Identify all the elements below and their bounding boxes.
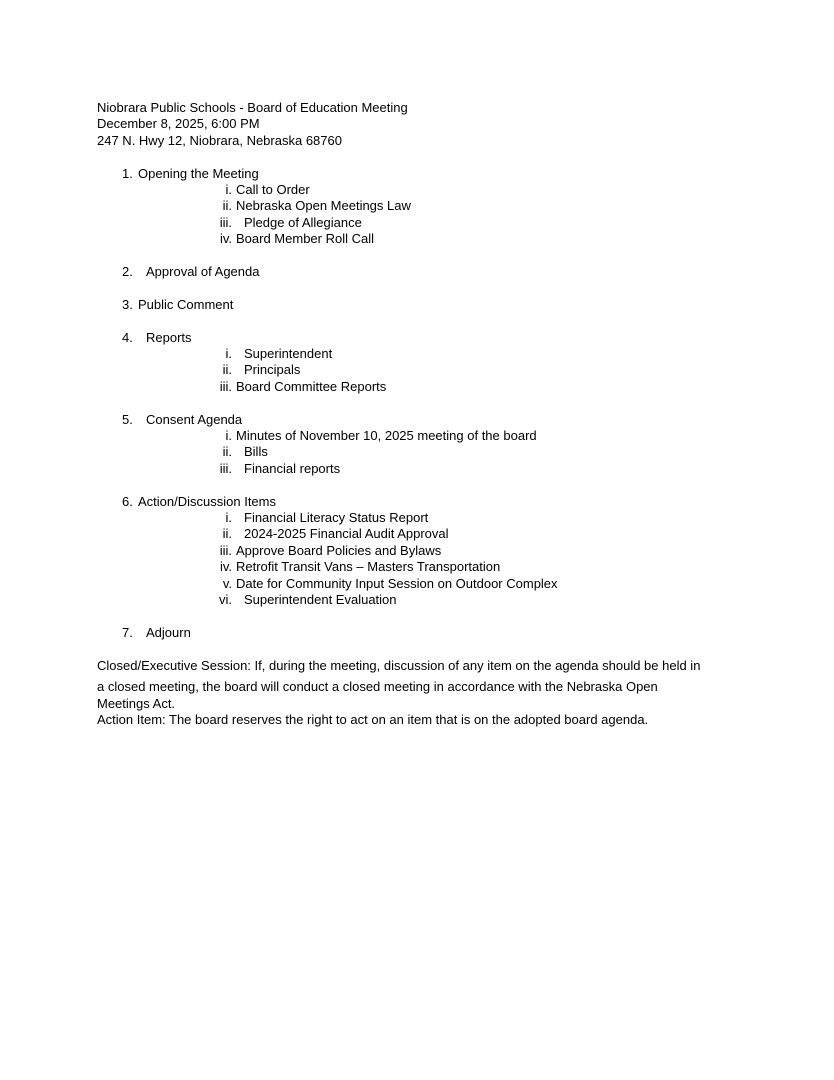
agenda-subitem-text: Superintendent Evaluation bbox=[244, 592, 397, 608]
agenda-subitem-text: 2024-2025 Financial Audit Approval bbox=[244, 526, 449, 542]
agenda-item-number: 6. bbox=[122, 493, 133, 509]
agenda-subitem bbox=[97, 461, 807, 477]
agenda-subitem-text: Bills bbox=[244, 444, 268, 460]
agenda-item-title: Public Comment bbox=[138, 296, 234, 312]
agenda-subitem-numeral: iv. bbox=[219, 231, 232, 247]
agenda-subitem-numeral: iii. bbox=[219, 460, 232, 476]
agenda-subitem-text: Date for Community Input Session on Outdoor Complex bbox=[236, 575, 558, 591]
closing-action-item-line: Action Item: The board reserves the right to act on an item that is on the adopted board agenda. bbox=[97, 711, 649, 727]
agenda-item-title: Adjourn bbox=[146, 624, 191, 640]
agenda-section-opening bbox=[97, 166, 807, 248]
agenda-item bbox=[97, 330, 807, 346]
agenda-subitem-numeral: iii. bbox=[219, 542, 232, 558]
agenda-subitem-text: Financial reports bbox=[244, 460, 341, 476]
agenda-item bbox=[97, 166, 807, 182]
agenda-subitem bbox=[97, 215, 807, 231]
agenda-subitem-numeral: vi. bbox=[219, 592, 232, 608]
agenda-subitem-numeral: i. bbox=[225, 182, 232, 198]
agenda-subitem-text: Board Committee Reports bbox=[236, 378, 387, 394]
agenda-subitem-numeral: iii. bbox=[219, 378, 232, 394]
agenda-document bbox=[97, 100, 807, 728]
agenda-item-number: 2. bbox=[122, 264, 133, 280]
agenda-subitem-text: Financial Literacy Status Report bbox=[244, 510, 429, 526]
agenda-subitem-numeral: i. bbox=[225, 346, 232, 362]
agenda-subitem-numeral: ii. bbox=[222, 444, 232, 460]
agenda-item-number: 7. bbox=[122, 624, 133, 640]
agenda-subitem-numeral: i. bbox=[225, 428, 232, 444]
agenda-subitem-text: Principals bbox=[244, 362, 301, 378]
closing-session-line: a closed meeting, the board will conduct a closed meeting in accordance with the Nebraska Open bbox=[97, 679, 658, 695]
agenda-subitem-text: Retrofit Transit Vans – Masters Transportation bbox=[236, 559, 501, 575]
agenda-subitem-text: Board Member Roll Call bbox=[236, 231, 374, 247]
agenda-item-title: Consent Agenda bbox=[146, 411, 243, 427]
agenda-item bbox=[97, 297, 807, 313]
meeting-datetime: December 8, 2025, 6:00 PM bbox=[97, 116, 260, 132]
agenda-subitem bbox=[97, 444, 807, 460]
agenda-subitem-text: Minutes of November 10, 2025 meeting of the board bbox=[236, 428, 537, 444]
agenda-subitem-numeral: iii. bbox=[219, 214, 232, 230]
agenda-subitem-text: Superintendent bbox=[244, 346, 333, 362]
agenda-item-title: Approval of Agenda bbox=[146, 264, 260, 280]
closing-notes bbox=[97, 658, 807, 729]
agenda-section-approval bbox=[97, 264, 807, 280]
closing-session-line: Meetings Act. bbox=[97, 695, 176, 711]
agenda-item bbox=[97, 412, 807, 428]
agenda-item-title: Action/Discussion Items bbox=[138, 493, 276, 509]
agenda-section-public-comment bbox=[97, 297, 807, 313]
agenda-subitem bbox=[97, 543, 807, 559]
agenda-subitem-text: Call to Order bbox=[236, 182, 310, 198]
agenda-subitem bbox=[97, 182, 807, 198]
agenda-subitem-text: Pledge of Allegiance bbox=[244, 214, 362, 230]
agenda-subitem bbox=[97, 576, 807, 592]
agenda-subitem-numeral: ii. bbox=[222, 198, 232, 214]
agenda-item-title: Opening the Meeting bbox=[138, 165, 259, 181]
agenda-subitem bbox=[97, 592, 807, 608]
agenda-subitem bbox=[97, 346, 807, 362]
agenda-item-number: 1. bbox=[122, 165, 133, 181]
agenda-subitem-text: Nebraska Open Meetings Law bbox=[236, 198, 411, 214]
agenda-section-action-items bbox=[97, 494, 807, 609]
agenda-subitem-numeral: iv. bbox=[219, 559, 232, 575]
agenda-subitem bbox=[97, 428, 807, 444]
agenda-subitem bbox=[97, 198, 807, 214]
agenda-item bbox=[97, 494, 807, 510]
agenda-subitem-numeral: v. bbox=[222, 575, 232, 591]
agenda-item bbox=[97, 264, 807, 280]
agenda-subitem bbox=[97, 510, 807, 526]
agenda-subitem-numeral: ii. bbox=[222, 362, 232, 378]
agenda-section-consent bbox=[97, 412, 807, 478]
document-title: Niobrara Public Schools - Board of Education Meeting bbox=[97, 100, 408, 115]
agenda-subitem-numeral: ii. bbox=[222, 526, 232, 542]
agenda-subitem-text: Approve Board Policies and Bylaws bbox=[236, 542, 442, 558]
agenda-section-adjourn bbox=[97, 625, 807, 641]
agenda-subitem bbox=[97, 379, 807, 395]
agenda-item-number: 3. bbox=[122, 296, 133, 312]
agenda-item-number: 4. bbox=[122, 329, 133, 345]
meeting-address: 247 N. Hwy 12, Niobrara, Nebraska 68760 bbox=[97, 132, 342, 148]
agenda-item bbox=[97, 625, 807, 641]
agenda-item-title: Reports bbox=[146, 329, 192, 345]
agenda-subitem bbox=[97, 526, 807, 542]
agenda-subitem-numeral: i. bbox=[225, 510, 232, 526]
agenda-item-number: 5. bbox=[122, 411, 133, 427]
closing-session-line: Closed/Executive Session: If, during the meeting, discussion of any item on the agenda should be held in bbox=[97, 657, 701, 673]
agenda-subitem bbox=[97, 231, 807, 247]
agenda-section-reports bbox=[97, 330, 807, 396]
agenda-subitem bbox=[97, 559, 807, 575]
agenda-subitem bbox=[97, 362, 807, 378]
